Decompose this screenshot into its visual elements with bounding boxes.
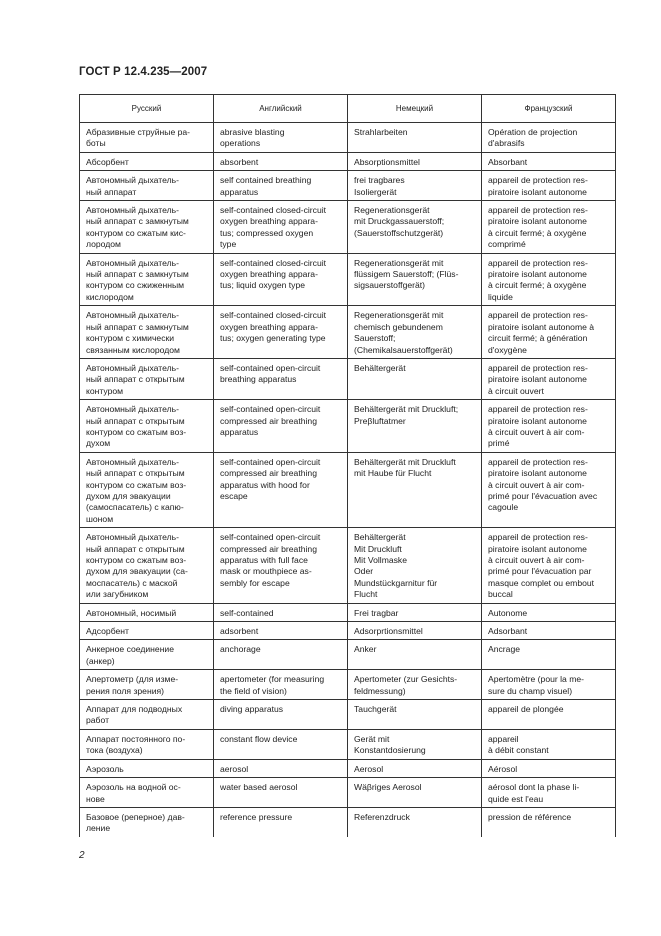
cell-english: self-contained open-circuit compressed air breathing apparatus with full face mask or mouthpiece as- sembly for escape xyxy=(214,528,348,603)
column-header-russian: Русский xyxy=(80,95,214,123)
cell-russian: Автономный дыхатель- ный аппарат xyxy=(80,171,214,201)
cell-french: appareil de protection res- piratoire isolant autonome à circuit fermé; à oxygène liquide xyxy=(482,253,616,306)
cell-french: appareil de protection res- piratoire isolant autonome à circuit ouvert xyxy=(482,358,616,399)
cell-french: Absorbant xyxy=(482,152,616,170)
cell-german: Apertometer (zur Gesichts- feldmessung) xyxy=(348,670,482,700)
cell-russian: Автономный дыхатель- ный аппарат с замкнутым контуром с химически связанным кислородом xyxy=(80,306,214,359)
cell-french: pression de référence xyxy=(482,807,616,836)
cell-russian: Абсорбент xyxy=(80,152,214,170)
cell-russian: Аппарат постоянного по- тока (воздуха) xyxy=(80,729,214,759)
cell-french: appareil de protection res- piratoire isolant autonome à circuit ouvert à air com- primé pour l'évacuation par masque complet ou embout buccal xyxy=(482,528,616,603)
cell-french: aérosol dont la phase li- quide est l'eau xyxy=(482,778,616,808)
cell-french: Apertomètre (pour la me- sure du champ visuel) xyxy=(482,670,616,700)
table-row xyxy=(80,358,616,399)
cell-english: self-contained open-circuit compressed air breathing apparatus with hood for escape xyxy=(214,452,348,527)
cell-english: diving apparatus xyxy=(214,700,348,730)
cell-french: Opération de projection d'abrasifs xyxy=(482,123,616,153)
table-row xyxy=(80,171,616,201)
cell-russian: Автономный дыхатель- ный аппарат с открытым контуром со сжатым воз- духом для эвакуации (са- моспасатель) с маской или загубником xyxy=(80,528,214,603)
document-header: ГОСТ Р 12.4.235—2007 xyxy=(79,66,208,78)
cell-french: Autonome xyxy=(482,603,616,621)
cell-russian: Абразивные струйные ра- боты xyxy=(80,123,214,153)
table-row xyxy=(80,528,616,603)
cell-english: self-contained closed-circuit oxygen breathing appara- tus; oxygen generating type xyxy=(214,306,348,359)
column-header-english: Английский xyxy=(214,95,348,123)
cell-french: appareil de protection res- piratoire isolant autonome à circuit fermé; à oxygène comprimé xyxy=(482,201,616,254)
cell-russian: Апертометр (для изме- рения поля зрения) xyxy=(80,670,214,700)
cell-german: Referenzdruck xyxy=(348,807,482,836)
table-row xyxy=(80,253,616,306)
cell-russian: Автономный дыхатель- ный аппарат с открытым контуром xyxy=(80,358,214,399)
table-header-row xyxy=(80,95,616,123)
cell-english: aerosol xyxy=(214,759,348,777)
cell-russian: Аппарат для подводных работ xyxy=(80,700,214,730)
cell-english: self-contained closed-circuit oxygen breathing appara- tus; liquid oxygen type xyxy=(214,253,348,306)
cell-russian: Анкерное соединение (анкер) xyxy=(80,640,214,670)
cell-english: apertometer (for measuring the field of vision) xyxy=(214,670,348,700)
table-row xyxy=(80,807,616,836)
cell-english: self-contained xyxy=(214,603,348,621)
cell-german: Regenerationsgerät mit Druckgassauerstoff; (Sauerstoffschutzgerät) xyxy=(348,201,482,254)
cell-german: frei tragbares Isoliergerät xyxy=(348,171,482,201)
cell-english: abrasive blasting operations xyxy=(214,123,348,153)
cell-german: Tauchgerät xyxy=(348,700,482,730)
table-row xyxy=(80,603,616,621)
table-row xyxy=(80,152,616,170)
page-number: 2 xyxy=(79,850,85,861)
table-row xyxy=(80,700,616,730)
cell-english: self-contained open-circuit compressed air breathing apparatus xyxy=(214,400,348,453)
table-row xyxy=(80,670,616,700)
cell-english: adsorbent xyxy=(214,622,348,640)
cell-german: Aerosol xyxy=(348,759,482,777)
cell-french: Adsorbant xyxy=(482,622,616,640)
cell-french: appareil de plongée xyxy=(482,700,616,730)
table-row xyxy=(80,123,616,153)
cell-english: anchorage xyxy=(214,640,348,670)
cell-french: Ancrage xyxy=(482,640,616,670)
cell-german: Behältergerät mit Druckluft mit Haube für Flucht xyxy=(348,452,482,527)
cell-russian: Адсорбент xyxy=(80,622,214,640)
cell-russian: Автономный, носимый xyxy=(80,603,214,621)
cell-french: appareil de protection res- piratoire isolant autonome xyxy=(482,171,616,201)
cell-german: Regenerationsgerät mit flüssigem Sauerstoff; (Flüs- sigsauerstoffgerät) xyxy=(348,253,482,306)
cell-german: Behältergerät Mit Druckluft Mit Vollmaske Oder Mundstückgarnitur für Flucht xyxy=(348,528,482,603)
table-row xyxy=(80,201,616,254)
cell-english: self-contained open-circuit breathing apparatus xyxy=(214,358,348,399)
cell-german: Behältergerät xyxy=(348,358,482,399)
table-body xyxy=(80,123,616,837)
cell-russian: Автономный дыхатель- ный аппарат с замкнутым контуром со сжиженным кислородом xyxy=(80,253,214,306)
table-row xyxy=(80,778,616,808)
table-row xyxy=(80,306,616,359)
cell-french: appareil de protection res- piratoire isolant autonome à circuit ouvert à air com- primé xyxy=(482,400,616,453)
cell-german: Frei tragbar xyxy=(348,603,482,621)
cell-german: Absorptionsmittel xyxy=(348,152,482,170)
cell-german: Regenerationsgerät mit chemisch gebundenem Sauerstoff; (Chemikalsauerstoffgerät) xyxy=(348,306,482,359)
cell-german: Wäβriges Aerosol xyxy=(348,778,482,808)
table-row xyxy=(80,640,616,670)
cell-russian: Автономный дыхатель- ный аппарат с замкнутым контуром со сжатым кис- лородом xyxy=(80,201,214,254)
table-row xyxy=(80,729,616,759)
column-header-french: Французский xyxy=(482,95,616,123)
cell-french: appareil de protection res- piratoire isolant autonome à circuit fermé; à génération d'oxygène xyxy=(482,306,616,359)
cell-russian: Автономный дыхатель- ный аппарат с открытым контуром со сжатым воз- духом для эвакуации (самоспасатель) с капю- шоном xyxy=(80,452,214,527)
cell-russian: Аэрозоль xyxy=(80,759,214,777)
cell-german: Anker xyxy=(348,640,482,670)
cell-german: Adsorprtionsmittel xyxy=(348,622,482,640)
cell-english: self-contained closed-circuit oxygen breathing appara- tus; compressed oxygen type xyxy=(214,201,348,254)
cell-english: water based aerosol xyxy=(214,778,348,808)
table-row xyxy=(80,400,616,453)
table-row xyxy=(80,759,616,777)
cell-german: Behältergerät mit Druckluft; Preβluftatmer xyxy=(348,400,482,453)
table-row xyxy=(80,452,616,527)
cell-english: constant flow device xyxy=(214,729,348,759)
terminology-table xyxy=(79,94,616,837)
cell-english: self contained breathing apparatus xyxy=(214,171,348,201)
cell-english: absorbent xyxy=(214,152,348,170)
column-header-german: Немецкий xyxy=(348,95,482,123)
cell-russian: Автономный дыхатель- ный аппарат с открытым контуром со сжатым воз- духом xyxy=(80,400,214,453)
cell-english: reference pressure xyxy=(214,807,348,836)
cell-french: appareil à débit constant xyxy=(482,729,616,759)
cell-german: Strahlarbeiten xyxy=(348,123,482,153)
cell-russian: Базовое (реперное) дав- ление xyxy=(80,807,214,836)
cell-french: Aérosol xyxy=(482,759,616,777)
cell-german: Gerät mit Konstantdosierung xyxy=(348,729,482,759)
cell-russian: Аэрозоль на водной ос- нове xyxy=(80,778,214,808)
table-row xyxy=(80,622,616,640)
cell-french: appareil de protection res- piratoire isolant autonome à circuit ouvert à air com- primé pour l'évacuation avec cagoule xyxy=(482,452,616,527)
